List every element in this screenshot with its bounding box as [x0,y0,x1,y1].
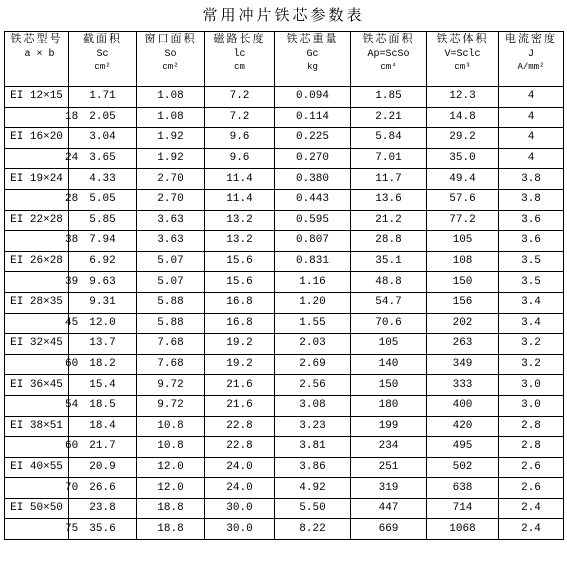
cell-lc: 13.2 [205,210,275,231]
model-label: EI 40×55 [10,460,63,473]
model-label: EI 38×51 [10,419,63,432]
cell-so: 10.8 [137,416,205,437]
cell-sc: 6.92 [69,251,137,272]
cell-lc: 11.4 [205,189,275,210]
model-label: EI 12×15 [10,90,63,103]
cell-so: 9.72 [137,375,205,396]
column-header-symbol: Gc [306,49,319,60]
column-header-so [137,32,205,87]
cell-j: 4 [499,128,564,149]
cell-sc: 18.2 [69,354,137,375]
table-row [5,107,564,128]
cell-j: 3.0 [499,395,564,416]
cell-sc: 23.8 [69,498,137,519]
cell-sc: 5.85 [69,210,137,231]
cell-v: 714 [427,498,499,519]
cell-j: 4 [499,148,564,169]
cell-gc: 2.56 [275,375,351,396]
cell-so: 5.07 [137,251,205,272]
cell-v: 49.4 [427,169,499,190]
model-label: EI 26×28 [10,255,63,268]
table-row [5,87,564,108]
cell-j: 2.6 [499,478,564,499]
table-row [5,169,564,190]
cell-model [5,519,79,540]
column-header-symbol: Sc [96,49,109,60]
cell-gc: 0.831 [275,251,351,272]
cell-gc: 3.08 [275,395,351,416]
cell-lc: 22.8 [205,437,275,458]
cell-so: 7.68 [137,334,205,355]
table-row [5,395,564,416]
cell-model [5,498,69,519]
cell-ap: 48.8 [351,272,427,293]
cell-gc: 3.86 [275,457,351,478]
cell-sc: 7.94 [69,231,137,252]
cell-gc: 0.094 [275,87,351,108]
cell-so: 5.07 [137,272,205,293]
cell-model [5,416,69,437]
cell-ap: 669 [351,519,427,540]
cell-so: 5.88 [137,313,205,334]
cell-j: 3.4 [499,313,564,334]
cell-v: 502 [427,457,499,478]
cell-lc: 15.6 [205,251,275,272]
cell-v: 333 [427,375,499,396]
column-header-model [5,32,69,87]
cell-gc: 0.807 [275,231,351,252]
cell-so: 3.63 [137,210,205,231]
cell-sc: 35.6 [69,519,137,540]
cell-ap: 234 [351,437,427,458]
cell-gc: 1.20 [275,292,351,313]
column-header-ap [351,32,427,87]
column-header-v [427,32,499,87]
column-header-gc [275,32,351,87]
cell-j: 3.2 [499,334,564,355]
cell-model [5,148,79,169]
cell-ap: 1.85 [351,87,427,108]
table-row [5,231,564,252]
cell-ap: 319 [351,478,427,499]
cell-so: 2.70 [137,189,205,210]
column-header-name: 截面积 [83,32,122,45]
cell-gc: 0.225 [275,128,351,149]
column-header-name: 铁芯面积 [362,32,415,45]
cell-ap: 2.21 [351,107,427,128]
cell-sc: 12.0 [69,313,137,334]
cell-gc: 1.16 [275,272,351,293]
table-row [5,189,564,210]
cell-so: 12.0 [137,478,205,499]
cell-v: 150 [427,272,499,293]
table-row [5,313,564,334]
cell-ap: 13.6 [351,189,427,210]
model-label: 75 [65,522,79,535]
cell-gc: 3.81 [275,437,351,458]
cell-ap: 140 [351,354,427,375]
cell-so: 1.92 [137,128,205,149]
cell-lc: 9.6 [205,128,275,149]
cell-model [5,210,69,231]
cell-ap: 150 [351,375,427,396]
column-header-name: 窗口面积 [144,32,197,45]
table-row [5,148,564,169]
cell-v: 57.6 [427,189,499,210]
cell-ap: 180 [351,395,427,416]
cell-v: 1068 [427,519,499,540]
column-header-lc [205,32,275,87]
cell-v: 12.3 [427,87,499,108]
cell-gc: 3.23 [275,416,351,437]
cell-lc: 30.0 [205,498,275,519]
cell-sc: 9.31 [69,292,137,313]
cell-so: 12.0 [137,457,205,478]
model-label: EI 19×24 [10,172,63,185]
cell-sc: 3.04 [69,128,137,149]
cell-j: 2.4 [499,519,564,540]
table-row [5,354,564,375]
cell-sc: 9.63 [69,272,137,293]
cell-so: 3.63 [137,231,205,252]
column-header-name: 电流密度 [505,32,557,45]
cell-j: 3.8 [499,189,564,210]
cell-model [5,169,69,190]
cell-model [5,107,79,128]
cell-lc: 7.2 [205,87,275,108]
table-row [5,210,564,231]
cell-ap: 54.7 [351,292,427,313]
cell-j: 3.4 [499,292,564,313]
cell-sc: 13.7 [69,334,137,355]
column-header-j [499,32,564,87]
cell-lc: 30.0 [205,519,275,540]
cell-model [5,231,79,252]
cell-model [5,87,69,108]
cell-gc: 0.270 [275,148,351,169]
column-header-symbol: lc [233,49,246,60]
cell-ap: 5.84 [351,128,427,149]
cell-v: 638 [427,478,499,499]
column-header-symbol: a × b [24,49,55,60]
cell-v: 156 [427,292,499,313]
cell-sc: 5.05 [69,189,137,210]
column-header-unit: kg [307,62,318,72]
cell-v: 420 [427,416,499,437]
cell-sc: 26.6 [69,478,137,499]
cell-j: 3.5 [499,272,564,293]
column-header-name: 磁路长度 [213,32,266,45]
cell-model [5,478,79,499]
cell-v: 263 [427,334,499,355]
cell-gc: 4.92 [275,478,351,499]
cell-so: 18.8 [137,498,205,519]
column-header-unit: cm³ [454,62,471,72]
cell-j: 4 [499,107,564,128]
cell-so: 18.8 [137,519,205,540]
cell-gc: 1.55 [275,313,351,334]
cell-model [5,313,79,334]
cell-model [5,395,79,416]
cell-gc: 0.595 [275,210,351,231]
table-row [5,292,564,313]
cell-lc: 22.8 [205,416,275,437]
cell-sc: 1.71 [69,87,137,108]
cell-lc: 16.8 [205,292,275,313]
cell-v: 202 [427,313,499,334]
cell-ap: 70.6 [351,313,427,334]
cell-lc: 11.4 [205,169,275,190]
cell-so: 10.8 [137,437,205,458]
cell-j: 2.8 [499,416,564,437]
table-title: 常用冲片铁芯参数表 [202,6,365,24]
cell-so: 1.08 [137,87,205,108]
cell-j: 3.2 [499,354,564,375]
cell-v: 105 [427,231,499,252]
table-row [5,519,564,540]
cell-j: 3.6 [499,210,564,231]
cell-v: 495 [427,437,499,458]
cell-model [5,272,79,293]
model-label: 60 [65,358,79,371]
table-row [5,498,564,519]
model-label: 18 [65,110,79,123]
cell-lc: 21.6 [205,375,275,396]
cell-v: 77.2 [427,210,499,231]
table-row [5,375,564,396]
model-label: 24 [65,152,79,165]
cell-ap: 35.1 [351,251,427,272]
cell-v: 349 [427,354,499,375]
cell-model [5,189,79,210]
column-header-unit: cm² [94,62,111,72]
cell-v: 14.8 [427,107,499,128]
cell-lc: 21.6 [205,395,275,416]
column-header-name: 铁芯体积 [436,32,489,45]
table-row [5,437,564,458]
cell-v: 400 [427,395,499,416]
cell-v: 35.0 [427,148,499,169]
model-label: 38 [65,234,79,247]
cell-sc: 3.65 [69,148,137,169]
cell-ap: 21.2 [351,210,427,231]
cell-v: 29.2 [427,128,499,149]
model-label: 45 [65,316,79,329]
cell-ap: 447 [351,498,427,519]
cell-lc: 7.2 [205,107,275,128]
cell-so: 9.72 [137,395,205,416]
model-label: 28 [65,193,79,206]
cell-model [5,251,69,272]
cell-j: 2.4 [499,498,564,519]
cell-j: 2.6 [499,457,564,478]
core-parameter-table [4,31,564,540]
model-label: 70 [65,481,79,494]
cell-lc: 15.6 [205,272,275,293]
model-label: EI 50×50 [10,502,63,515]
cell-lc: 24.0 [205,478,275,499]
model-label: EI 36×45 [10,378,63,391]
cell-j: 2.8 [499,437,564,458]
column-header-unit: cm² [162,62,179,72]
cell-sc: 20.9 [69,457,137,478]
model-label: EI 16×20 [10,131,63,144]
cell-j: 3.8 [499,169,564,190]
cell-model [5,437,79,458]
cell-model [5,457,69,478]
cell-v: 108 [427,251,499,272]
table-row [5,272,564,293]
cell-model [5,292,69,313]
cell-lc: 19.2 [205,334,275,355]
cell-model [5,354,79,375]
column-header-unit: cm⁴ [380,62,397,72]
cell-sc: 15.4 [69,375,137,396]
column-header-symbol: So [164,49,177,60]
cell-so: 1.08 [137,107,205,128]
cell-ap: 251 [351,457,427,478]
table-row [5,334,564,355]
cell-sc: 4.33 [69,169,137,190]
table-row [5,128,564,149]
cell-ap: 7.01 [351,148,427,169]
cell-gc: 0.114 [275,107,351,128]
model-label: 39 [65,275,79,288]
cell-j: 3.6 [499,231,564,252]
table-row [5,478,564,499]
cell-so: 5.88 [137,292,205,313]
cell-lc: 13.2 [205,231,275,252]
cell-gc: 2.69 [275,354,351,375]
cell-so: 7.68 [137,354,205,375]
model-label: EI 28×35 [10,296,63,309]
cell-model [5,128,69,149]
cell-j: 3.5 [499,251,564,272]
cell-sc: 21.7 [69,437,137,458]
cell-lc: 19.2 [205,354,275,375]
cell-gc: 0.443 [275,189,351,210]
cell-so: 1.92 [137,148,205,169]
column-header-symbol: V=Sclc [444,49,481,60]
cell-ap: 11.7 [351,169,427,190]
column-header-unit: A/mm² [517,62,545,72]
model-label: 60 [65,440,79,453]
model-label: 54 [65,399,79,412]
cell-lc: 16.8 [205,313,275,334]
column-header-symbol: Ap=ScSo [367,49,410,60]
cell-ap: 28.8 [351,231,427,252]
cell-ap: 105 [351,334,427,355]
column-header-name: 铁芯重量 [286,32,339,45]
cell-sc: 18.5 [69,395,137,416]
cell-j: 3.0 [499,375,564,396]
cell-lc: 9.6 [205,148,275,169]
cell-sc: 18.4 [69,416,137,437]
header-row [5,32,564,87]
model-label: EI 22×28 [10,213,63,226]
table-row [5,457,564,478]
table-row [5,416,564,437]
column-header-name: 铁芯型号 [10,32,63,45]
cell-ap: 199 [351,416,427,437]
cell-model [5,334,69,355]
column-header-symbol: J [527,49,534,60]
cell-lc: 24.0 [205,457,275,478]
cell-model [5,375,69,396]
table-row [5,251,564,272]
cell-j: 4 [499,87,564,108]
cell-gc: 2.03 [275,334,351,355]
cell-gc: 5.50 [275,498,351,519]
column-header-unit: cm [234,62,245,72]
cell-sc: 2.05 [69,107,137,128]
cell-gc: 8.22 [275,519,351,540]
table-body [5,87,564,540]
table-header [5,32,564,87]
cell-so: 2.70 [137,169,205,190]
cell-gc: 0.380 [275,169,351,190]
column-header-sc [69,32,137,87]
model-label: EI 32×45 [10,337,63,350]
